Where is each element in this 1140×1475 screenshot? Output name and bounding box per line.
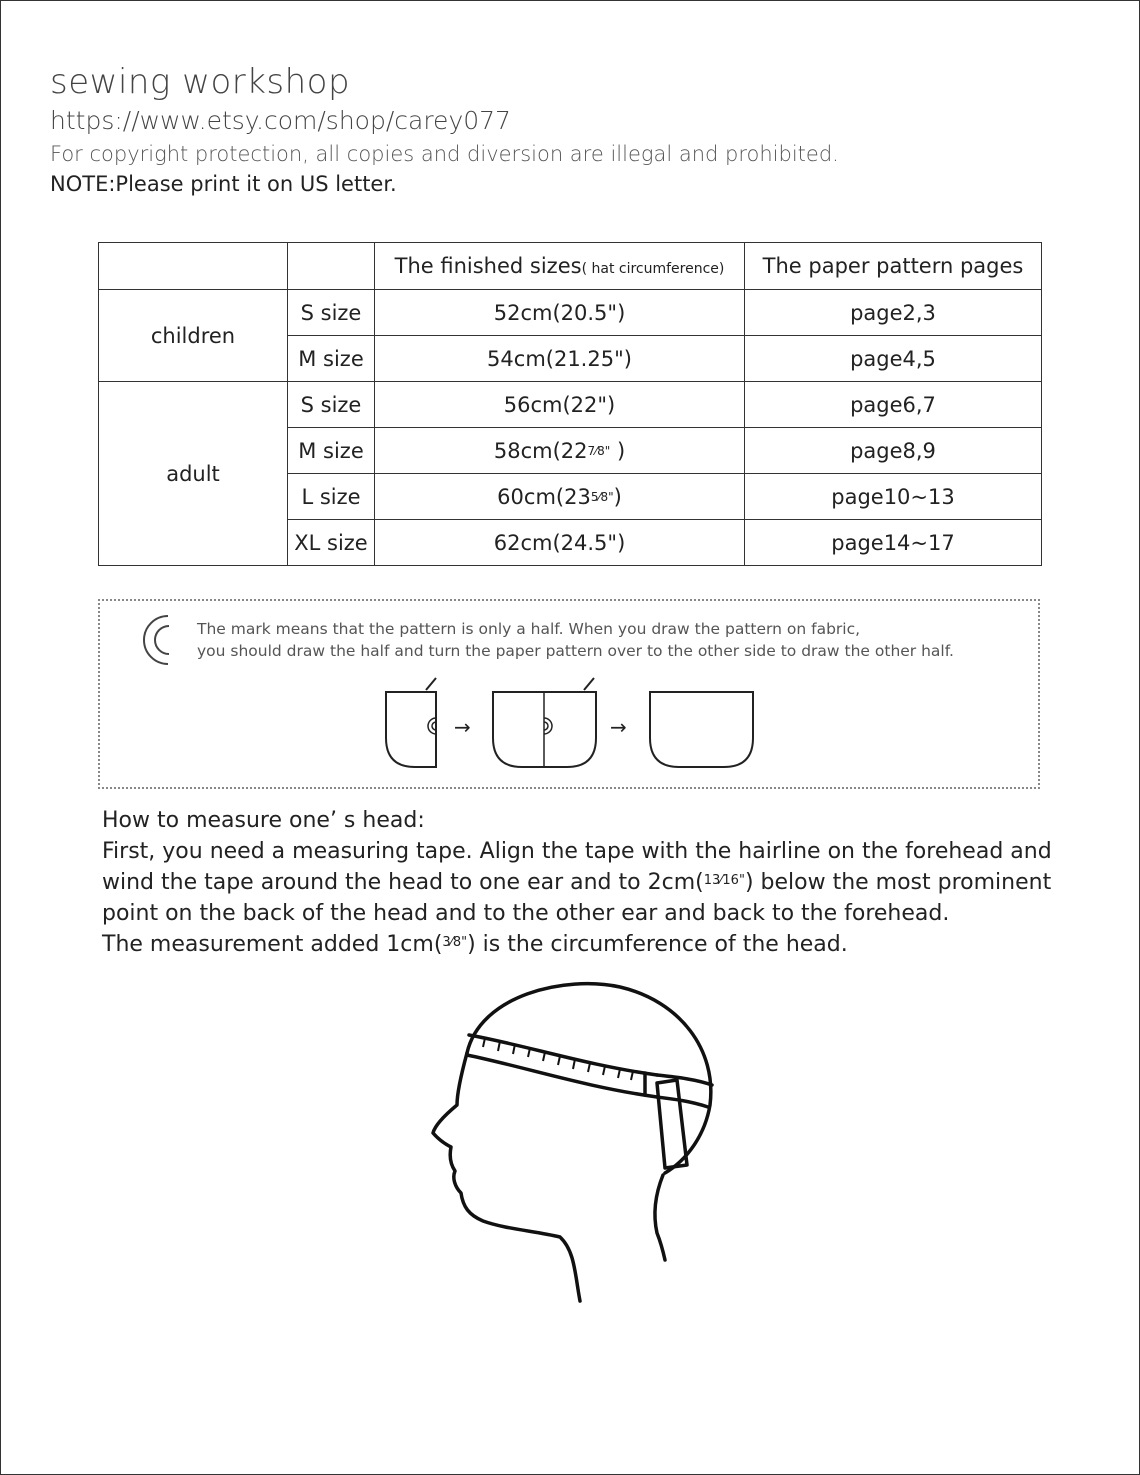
measure-line-1: First, you need a measuring tape. Align the tape with the hairline on the forehead and	[102, 839, 1052, 864]
table-header-row	[99, 243, 1042, 290]
circumference-cell: 62cm(24.5")	[375, 520, 745, 566]
copyright-notice: For copyright protection, all copies and diversion are illegal and prohibited.	[50, 142, 839, 166]
pages-cell: page4,5	[745, 336, 1042, 382]
pages-cell: page2,3	[745, 290, 1042, 336]
circ-main: 58cm(22	[493, 438, 588, 463]
hat-circumference-label: ( hat circumference)	[581, 261, 725, 277]
pages-cell: page10~13	[745, 474, 1042, 520]
measure-line-2	[102, 870, 1051, 895]
size-cell: M size	[288, 336, 375, 382]
shop-url[interactable]: https://www.etsy.com/shop/carey077	[50, 106, 511, 135]
pages-cell: page14~17	[745, 520, 1042, 566]
head-measure-illustration	[425, 975, 725, 1315]
pages-cell: page8,9	[745, 428, 1042, 474]
shop-title: sewing workshop	[50, 62, 351, 102]
size-cell: XL size	[288, 520, 375, 566]
half-mark-text-1: The mark means that the pattern is only a half. When you draw the pattern on fabric,	[197, 620, 861, 638]
circ-fraction: 7⁄8"	[587, 443, 611, 458]
table-row	[99, 382, 1042, 428]
measure-fraction: 13⁄16"	[703, 873, 745, 888]
measure-line-4	[102, 932, 848, 957]
pattern-step-icon	[380, 676, 760, 776]
table-header-cell	[99, 243, 288, 290]
pattern-half-shape	[386, 678, 436, 767]
half-mark-text-2: you should draw the half and turn the paper pattern over to the other side to draw the other half.	[197, 642, 954, 660]
measure-line-4-start: The measurement added 1cm(	[102, 932, 443, 957]
circumference-cell	[375, 428, 745, 474]
measure-fraction: 3⁄8"	[442, 935, 468, 950]
group-label-children: children	[99, 290, 288, 382]
pages-cell: page6,7	[745, 382, 1042, 428]
circ-main: 60cm(23	[497, 484, 591, 509]
half-mark-icon	[138, 610, 178, 670]
circ-end: )	[613, 484, 622, 509]
table-header-finished	[375, 243, 745, 290]
measure-line-2-end: ) below the most prominent	[744, 870, 1052, 895]
measure-line-2-start: wind the tape around the head to one ear and to 2cm(	[102, 870, 704, 895]
measure-heading: How to measure one’ s head:	[102, 808, 425, 833]
measure-line-4-end: ) is the circumference of the head.	[467, 932, 848, 957]
finished-sizes-label: The finished sizes	[394, 254, 582, 278]
table-header-cell	[288, 243, 375, 290]
step-arrow-2: →	[610, 715, 627, 739]
circumference-cell	[375, 474, 745, 520]
size-table	[98, 242, 1042, 566]
group-label-adult: adult	[99, 382, 288, 566]
size-cell: L size	[288, 474, 375, 520]
pattern-unfold-shape	[493, 678, 596, 767]
table-header-pages: The paper pattern pages	[745, 243, 1042, 290]
step-arrow-1: →	[454, 715, 471, 739]
circumference-cell: 54cm(21.25")	[375, 336, 745, 382]
size-cell: S size	[288, 382, 375, 428]
measure-line-3: point on the back of the head and to the other ear and back to the forehead.	[102, 901, 950, 926]
print-note: NOTE:Please print it on US letter.	[50, 172, 397, 196]
size-cell: M size	[288, 428, 375, 474]
circumference-cell: 52cm(20.5")	[375, 290, 745, 336]
pattern-full-shape	[650, 692, 753, 767]
size-cell: S size	[288, 290, 375, 336]
circumference-cell: 56cm(22")	[375, 382, 745, 428]
table-row	[99, 290, 1042, 336]
circ-end: )	[610, 438, 626, 463]
circ-fraction: 5⁄8"	[590, 489, 614, 504]
